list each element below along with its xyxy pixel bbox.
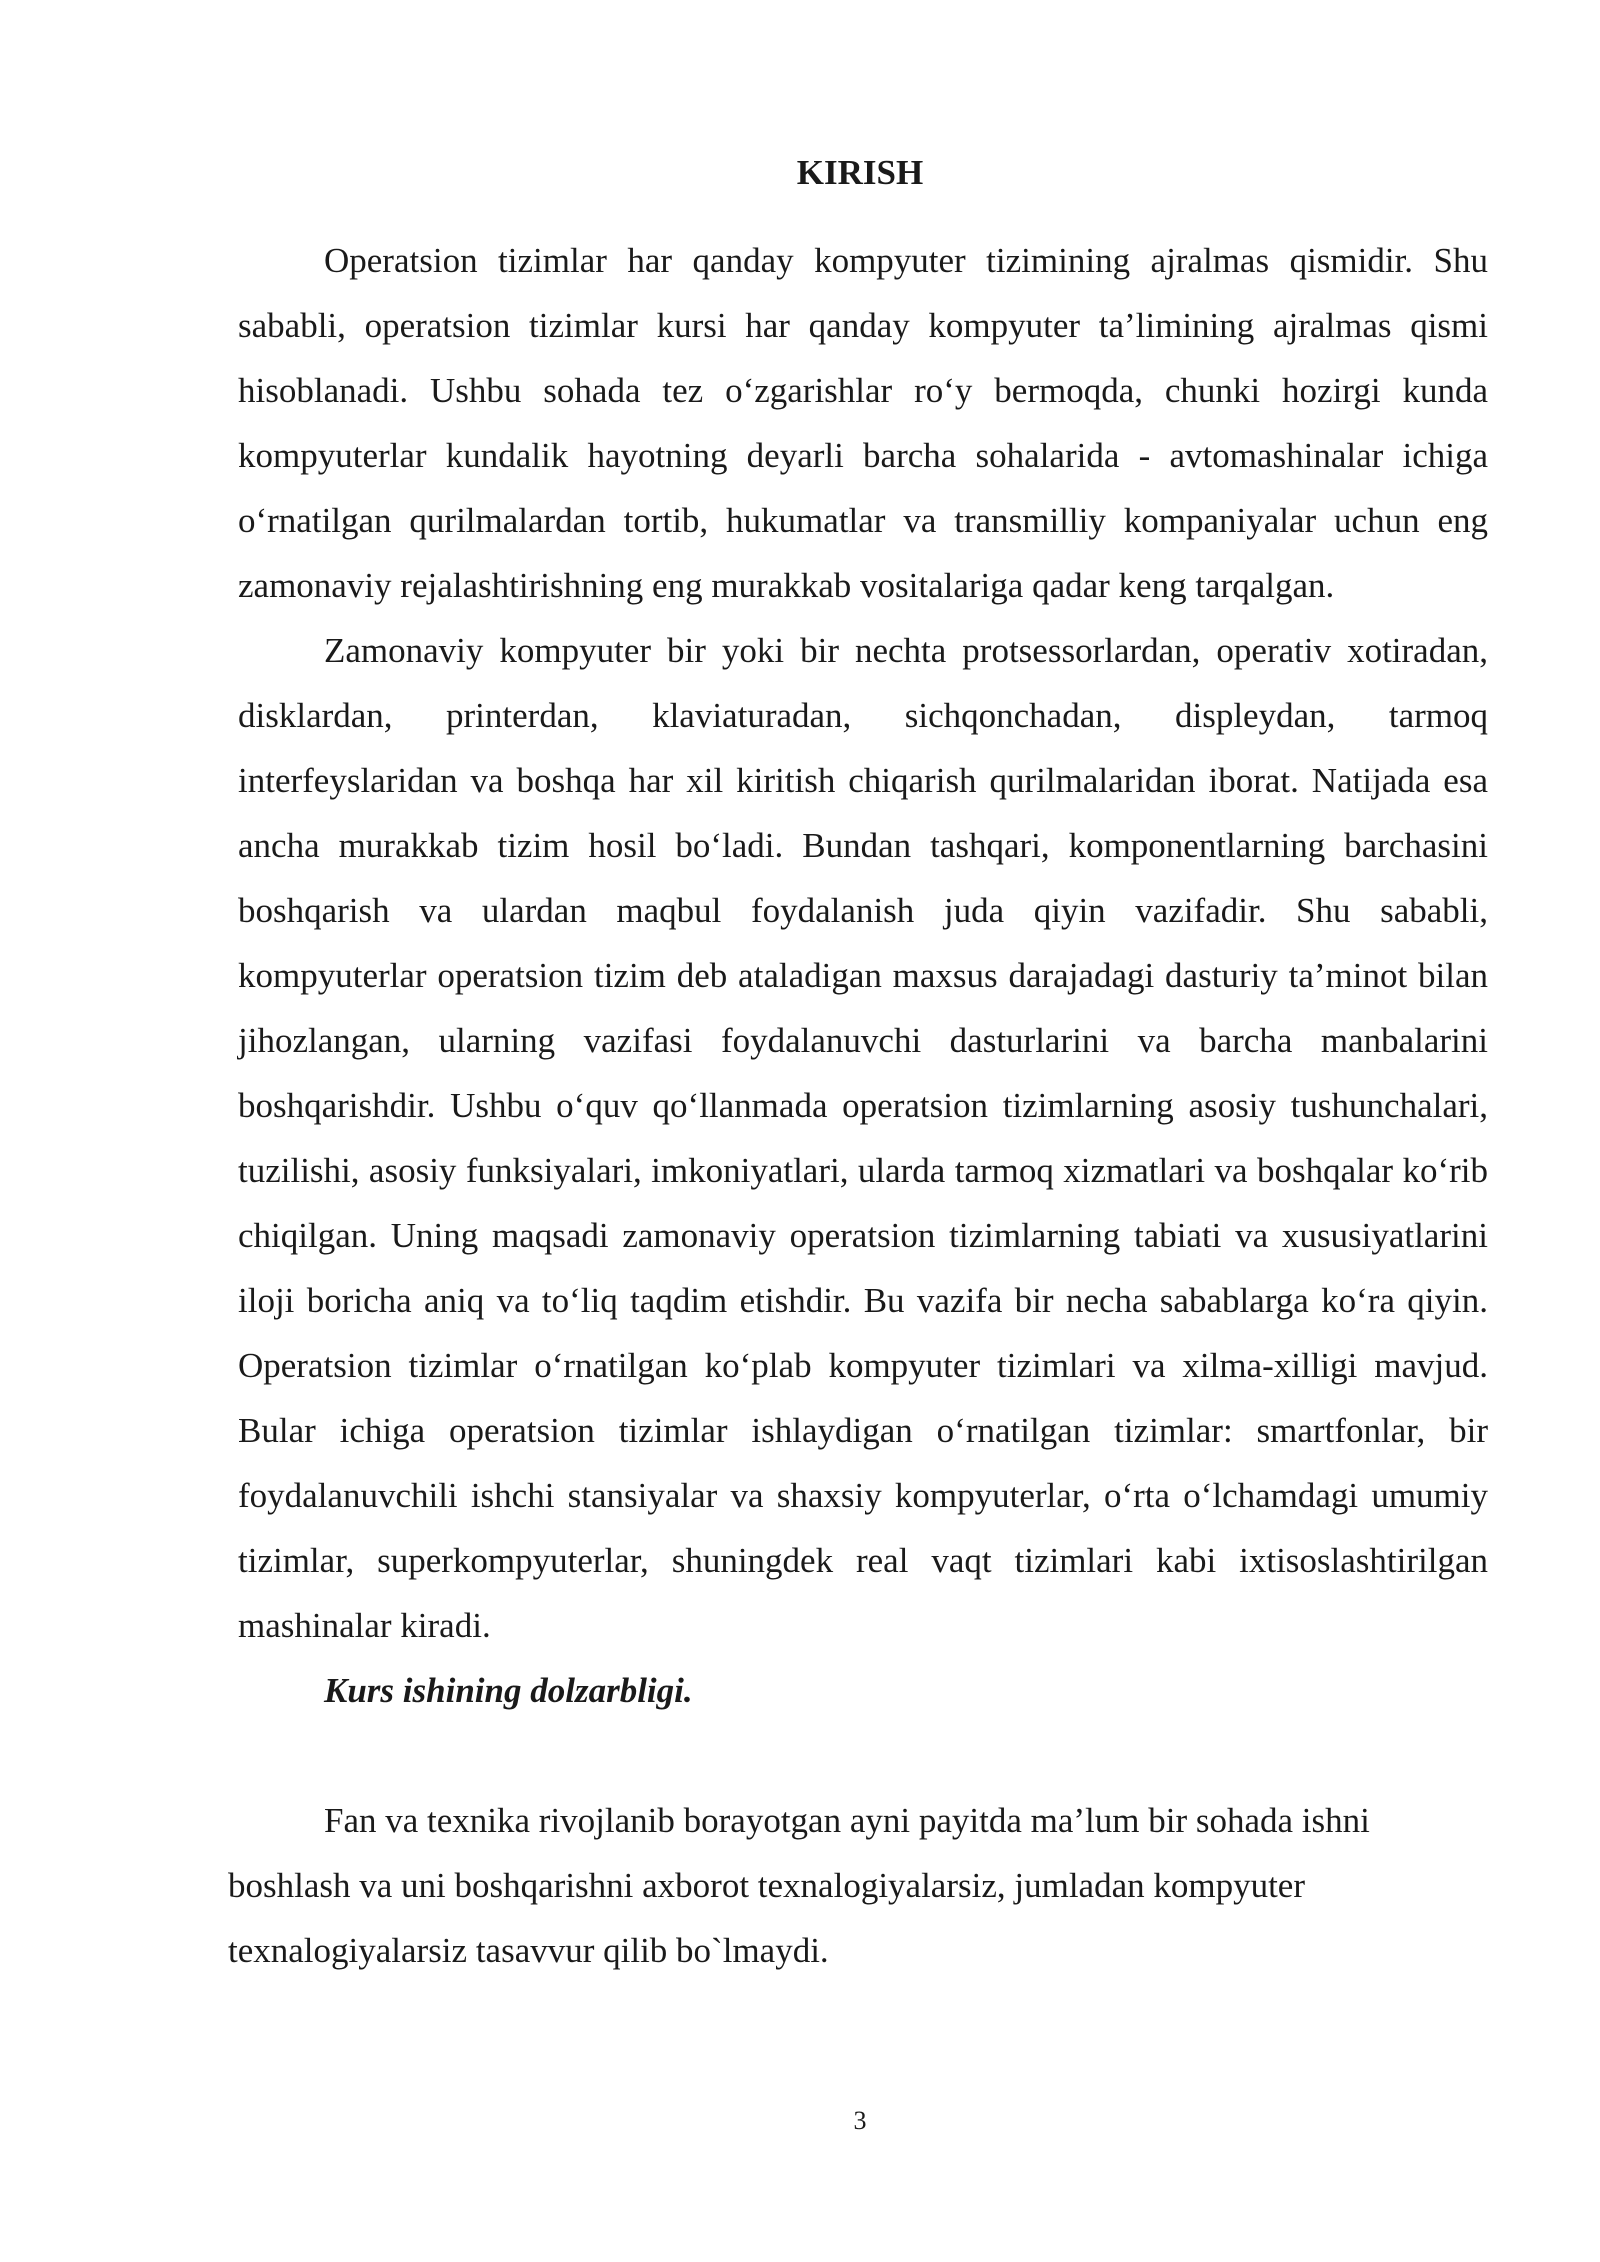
paragraph-modern-computer: Zamonaviy kompyuter bir yoki bir nechta protsessorlardan, operativ xotiradan, disklardan, printerdan, klaviaturadan, sichqonchadan, displeydan, tarmoq interfeyslaridan va boshqa har xil kiritish chiqarish qurilmalaridan iborat. Natijada esa ancha murakkab tizim hosil bo‘ladi. Bundan tashqari, komponentlarning barchasini boshqarish va ulardan maqbul foydalanish juda qiyin vazifadir. Shu sababli, kompyuterlar operatsion tizim deb ataladigan maxsus darajadagi dasturiy ta’minot bilan jihozlangan, ularning vazifasi foydalanuvchi dasturlarini va barcha manbalarini boshqarishdir. Ushbu o‘quv qo‘llanmada operatsion tizimlarning asosiy tushunchalari, tuzilishi, asosiy funksiyalari, imkoniyatlari, ularda tarmoq xizmatlari va boshqalar ko‘rib chiqilgan. Uning maqsadi zamonaviy operatsion tizimlarning tabiati va xususiyatlarini iloji boricha aniq va to‘liq taqdim etishdir. Bu vazifa bir necha sabablarga ko‘ra qiyin. Operatsion tizimlar o‘rnatilgan ko‘plab kompyuter tizimlari va xilma-xilligi mavjud. Bular ichiga operatsion tizimlar ishlaydigan o‘rnatilgan tizimlar: smartfonlar, bir foydalanuvchili ishchi stansiyalar va shaxsiy kompyuterlar, o‘rta o‘lchamdagi umumiy tizimlar, superkompyuterlar, shuningdek real vaqt tizimlari kabi ixtisoslashtirilgan mashinalar kiradi. — [238, 631, 1488, 1645]
page-number: 3 — [853, 2106, 867, 2135]
paragraph-intro: Operatsion tizimlar har qanday kompyuter tizimining ajralmas qismidir. Shu sababli, operatsion tizimlar kursi har qanday kompyuter ta’limining ajralmas qismi hisoblanadi. Ushbu sohada tez o‘zgarishlar ro‘y bermoqda, chunki hozirgi kunda kompyuterlar kundalik hayotning deyarli barcha sohalarida - avtomashinalar ichiga o‘rnatilgan qurilmalardan tortib, hukumatlar va transmilliy kompaniyalar uchun eng zamonaviy rejalashtirishning eng murakkab vositalariga qadar keng tarqalgan. — [238, 241, 1488, 605]
paragraph-relevance: Fan va texnika rivojlanib borayotgan ayni payitda ma’lum bir sohada ishni boshlash va uni boshqarishni axborot texnalogiyalarsiz, jumladan kompyuter texnalogiyalarsiz tasavvur qilib bo`lmaydi. — [228, 1801, 1370, 1970]
page-title: KIRISH — [796, 153, 924, 192]
section-heading: Kurs ishining dolzarbligi. — [324, 1671, 693, 1710]
document-body — [238, 228, 1488, 1723]
